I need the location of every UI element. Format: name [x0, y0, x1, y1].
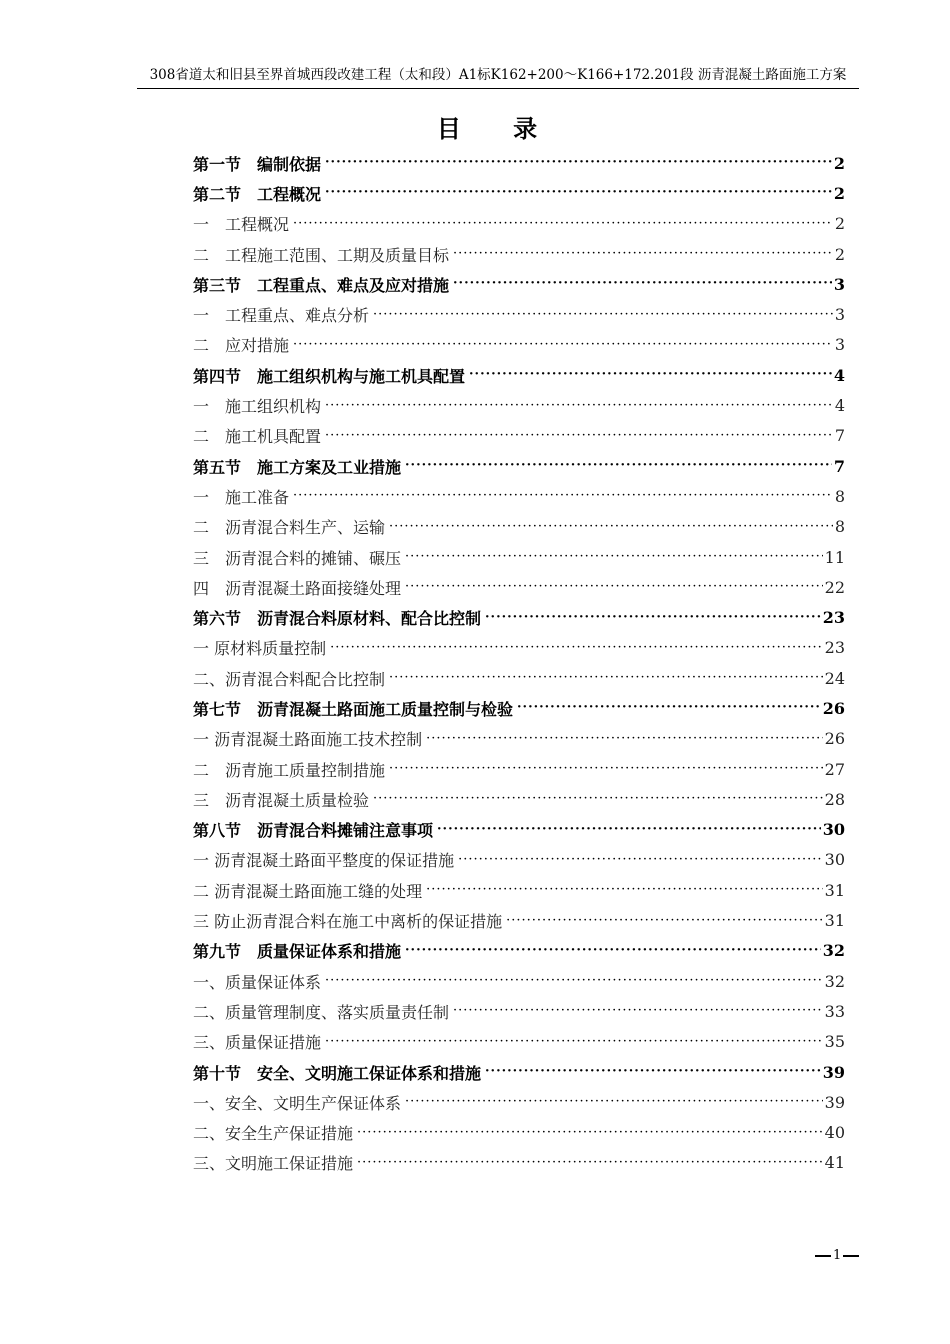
toc-section-entry[interactable] [193, 360, 845, 390]
toc-entry-title: 三、质量保证措施 [193, 1033, 322, 1053]
toc-subsection-entry[interactable] [193, 845, 845, 875]
toc-entry-title: 第七节 沥青混凝土路面施工质量控制与检验 [193, 699, 514, 719]
toc-dot-leader [325, 155, 832, 171]
toc-entry-page: 2 [834, 214, 845, 234]
toc-entry-title: 三 沥青混合料的摊铺、碾压 [193, 548, 402, 568]
toc-dot-leader [426, 731, 823, 747]
toc-subsection-entry[interactable] [193, 633, 845, 663]
toc-subsection-entry[interactable] [193, 996, 845, 1026]
toc-entry-page: 8 [834, 486, 845, 506]
toc-dot-leader [469, 367, 832, 383]
toc-entry-title: 二 沥青混合料生产、运输 [193, 518, 386, 538]
toc-dot-leader [405, 458, 832, 474]
toc-subsection-entry[interactable] [193, 542, 845, 572]
toc-entry-page: 11 [824, 547, 845, 567]
toc-section-entry[interactable] [193, 1057, 845, 1087]
toc-dot-leader [373, 307, 833, 323]
toc-entry-page: 7 [833, 456, 845, 476]
toc-dot-leader [325, 185, 832, 201]
toc-entry-page: 2 [833, 183, 845, 203]
toc-entry-page: 8 [834, 517, 845, 537]
toc-dot-leader [506, 913, 823, 929]
toc-section-entry[interactable] [193, 269, 845, 299]
toc-entry-page: 4 [834, 396, 845, 416]
toc-dot-leader [389, 519, 833, 535]
toc-entry-title: 第六节 沥青混合料原材料、配合比控制 [193, 609, 482, 629]
toc-section-entry[interactable] [193, 148, 845, 178]
toc-subsection-entry[interactable] [193, 1027, 845, 1057]
toc-dot-leader [293, 337, 833, 353]
toc-subsection-entry[interactable] [193, 330, 845, 360]
toc-entry-title: 一 施工组织机构 [193, 397, 322, 417]
toc-section-entry[interactable] [193, 451, 845, 481]
toc-section-entry[interactable] [193, 602, 845, 632]
toc-entry-page: 31 [824, 911, 845, 931]
footer-dash-right [843, 1255, 859, 1257]
toc-subsection-entry[interactable] [193, 1118, 845, 1148]
toc-section-entry[interactable] [193, 815, 845, 845]
toc-section-entry[interactable] [193, 693, 845, 723]
toc-entry-page: 7 [834, 426, 845, 446]
toc-dot-leader [405, 549, 823, 565]
toc-entry-page: 33 [824, 1001, 845, 1021]
toc-dot-leader [453, 1003, 823, 1019]
toc-entry-page: 26 [822, 698, 845, 718]
toc-entry-title: 第四节 施工组织机构与施工机具配置 [193, 366, 466, 386]
toc-entry-page: 3 [833, 274, 845, 294]
toc-entry-page: 30 [822, 820, 845, 840]
toc-dot-leader [325, 1034, 823, 1050]
toc-entry-page: 31 [824, 880, 845, 900]
toc-entry-title: 一、安全、文明生产保证体系 [193, 1093, 402, 1113]
toc-entry-title: 二 施工机具配置 [193, 427, 322, 447]
toc-subsection-entry[interactable] [193, 239, 845, 269]
toc-dot-leader [325, 973, 823, 989]
toc-subsection-entry[interactable] [193, 512, 845, 542]
toc-entry-page: 35 [824, 1032, 845, 1052]
toc-dot-leader [357, 1125, 823, 1141]
toc-subsection-entry[interactable] [193, 663, 845, 693]
toc-entry-page: 23 [822, 608, 845, 628]
toc-entry-title: 一 工程重点、难点分析 [193, 306, 370, 326]
toc-entry-page: 40 [824, 1123, 845, 1143]
toc-section-entry[interactable] [193, 178, 845, 208]
toc-entry-page: 3 [834, 335, 845, 355]
toc-section-entry[interactable] [193, 936, 845, 966]
toc-entry-page: 24 [824, 668, 845, 688]
toc-entry-title: 第十节 安全、文明施工保证体系和措施 [193, 1063, 482, 1083]
footer-dash-left [815, 1255, 831, 1257]
toc-subsection-entry[interactable] [193, 390, 845, 420]
toc-dot-leader [517, 700, 821, 716]
toc-dot-leader [453, 276, 832, 292]
toc-entry-title: 三、文明施工保证措施 [193, 1154, 354, 1174]
toc-dot-leader [458, 852, 823, 868]
toc-entry-page: 3 [834, 305, 845, 325]
toc-entry-page: 22 [824, 577, 845, 597]
toc-dot-leader [453, 246, 833, 262]
toc-dot-leader [485, 610, 821, 626]
toc-entry-page: 32 [822, 941, 845, 961]
toc-dot-leader [325, 398, 833, 414]
toc-dot-leader [293, 216, 833, 232]
toc-subsection-entry[interactable] [193, 1087, 845, 1117]
toc-dot-leader [405, 943, 821, 959]
toc-entry-page: 32 [824, 971, 845, 991]
toc-entry-title: 第五节 施工方案及工业措施 [193, 457, 402, 477]
toc-entry-title: 二 沥青混凝土路面施工缝的处理 [193, 881, 423, 901]
toc-subsection-entry[interactable] [193, 421, 845, 451]
toc-entry-title: 二 工程施工范围、工期及质量目标 [193, 245, 450, 265]
toc-entry-title: 第三节 工程重点、难点及应对措施 [193, 275, 450, 295]
toc-entry-page: 39 [822, 1062, 845, 1082]
toc-entry-title: 二、质量管理制度、落实质量责任制 [193, 1002, 450, 1022]
toc-subsection-entry[interactable] [193, 209, 845, 239]
toc-dot-leader [293, 488, 833, 504]
toc-dot-leader [330, 640, 823, 656]
toc-entry-page: 28 [824, 789, 845, 809]
toc-entry-title: 一、质量保证体系 [193, 972, 322, 992]
toc-subsection-entry[interactable] [193, 299, 845, 329]
toc-dot-leader [373, 791, 823, 807]
toc-subsection-entry[interactable] [193, 1148, 845, 1178]
toc-entry-title: 一 沥青混凝土路面施工技术控制 [193, 730, 423, 750]
toc-entry-page: 39 [824, 1092, 845, 1112]
toc-dot-leader [405, 579, 823, 595]
page-footer [813, 1248, 861, 1263]
toc-subsection-entry[interactable] [193, 784, 845, 814]
table-of-contents [193, 148, 845, 1178]
toc-entry-title: 二、沥青混合料配合比控制 [193, 669, 386, 689]
toc-entry-page: 4 [833, 365, 845, 385]
toc-entry-title: 三 防止沥青混合料在施工中离析的保证措施 [193, 912, 503, 932]
toc-entry-title: 二 沥青施工质量控制措施 [193, 760, 386, 780]
toc-title: 目 录 [436, 114, 560, 143]
toc-entry-page: 2 [834, 244, 845, 264]
toc-entry-title: 四 沥青混凝土路面接缝处理 [193, 578, 402, 598]
toc-subsection-entry[interactable] [193, 966, 845, 996]
toc-subsection-entry[interactable] [193, 754, 845, 784]
toc-entry-page: 41 [824, 1153, 845, 1173]
toc-subsection-entry[interactable] [193, 905, 845, 935]
toc-entry-title: 第二节 工程概况 [193, 184, 322, 204]
toc-subsection-entry[interactable] [193, 724, 845, 754]
page-number: 1 [833, 1248, 842, 1263]
toc-dot-leader [426, 882, 823, 898]
toc-entry-page: 26 [824, 729, 845, 749]
toc-subsection-entry[interactable] [193, 481, 845, 511]
toc-dot-leader [389, 761, 823, 777]
toc-subsection-entry[interactable] [193, 572, 845, 602]
toc-dot-leader [389, 670, 823, 686]
toc-dot-leader [437, 822, 821, 838]
toc-entry-title: 一 原材料质量控制 [193, 639, 327, 659]
toc-entry-page: 23 [824, 638, 845, 658]
toc-entry-title: 二 应对措施 [193, 336, 290, 356]
toc-dot-leader [405, 1094, 823, 1110]
toc-entry-title: 第一节 编制依据 [193, 154, 322, 174]
toc-entry-title: 一 沥青混凝土路面平整度的保证措施 [193, 851, 455, 871]
header-divider [137, 88, 859, 89]
toc-entry-title: 第九节 质量保证体系和措施 [193, 942, 402, 962]
toc-entry-title: 第八节 沥青混合料摊铺注意事项 [193, 821, 434, 841]
toc-dot-leader [357, 1155, 823, 1171]
running-header: 308省道太和旧县至界首城西段改建工程（太和段）A1标K162+200～K166+172.201段 沥青混凝土路面施工方案 [149, 67, 847, 83]
toc-entry-page: 2 [833, 153, 845, 173]
toc-entry-title: 一 工程概况 [193, 215, 290, 235]
toc-entry-title: 三 沥青混凝土质量检验 [193, 790, 370, 810]
toc-dot-leader [325, 428, 833, 444]
toc-subsection-entry[interactable] [193, 875, 845, 905]
toc-entry-page: 30 [824, 850, 845, 870]
toc-entry-title: 二、安全生产保证措施 [193, 1124, 354, 1144]
toc-entry-page: 27 [824, 759, 845, 779]
toc-dot-leader [485, 1064, 821, 1080]
toc-entry-title: 一 施工准备 [193, 487, 290, 507]
